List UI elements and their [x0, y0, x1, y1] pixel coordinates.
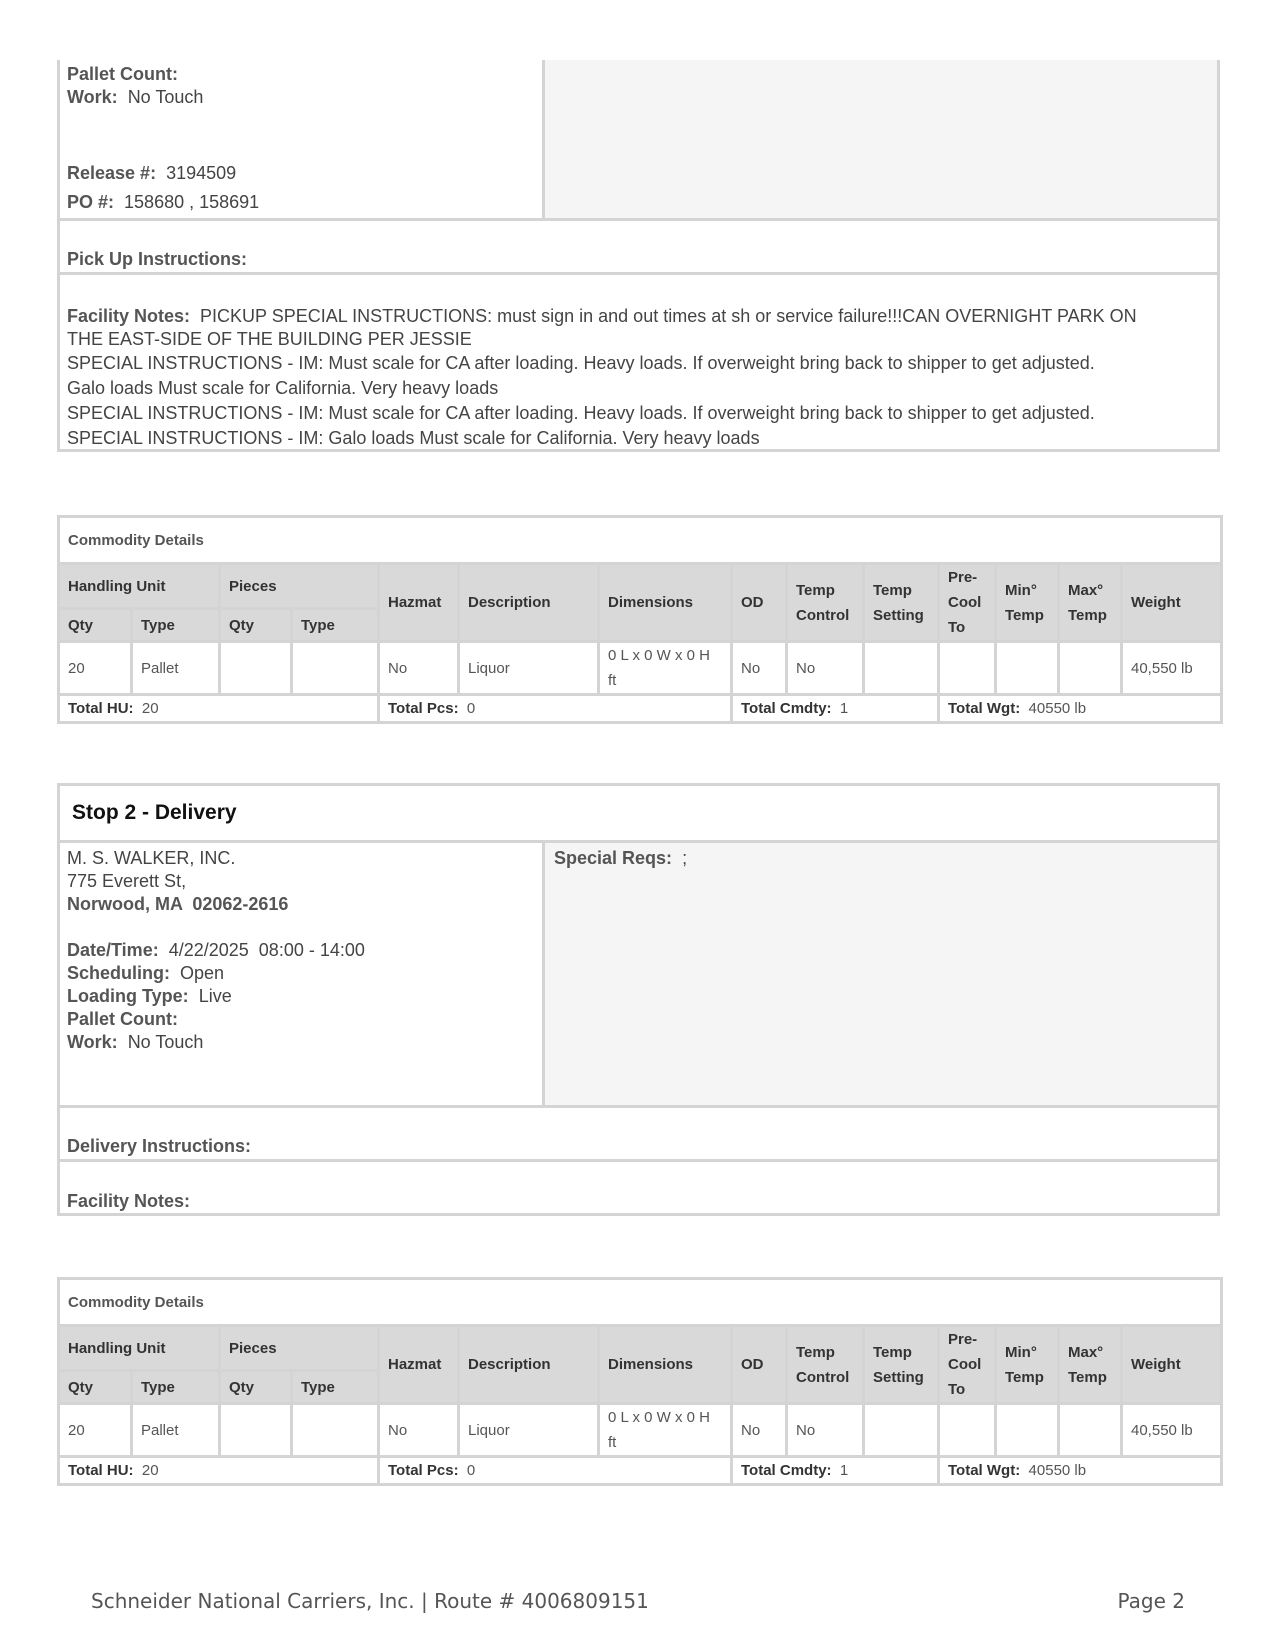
pickup-instructions-label: Pick Up Instructions: [67, 249, 248, 269]
cell-pre-cool [939, 1404, 996, 1457]
col-temp-setting: Temp Setting [864, 564, 939, 642]
col-hu-type: Type [132, 609, 220, 642]
stop2-facility-notes-label: Facility Notes: [67, 1191, 191, 1211]
total-wgt: Total Wgt: 40550 lb [939, 1457, 1222, 1485]
cell-pc-type [292, 642, 379, 695]
cell-temp-setting [864, 1404, 939, 1457]
total-cmdty: Total Cmdty: 1 [732, 695, 939, 723]
footer-route: Schneider National Carriers, Inc. | Route # 4006809151 [91, 1589, 649, 1613]
col-weight: Weight [1122, 564, 1222, 642]
col-handling-unit: Handling Unit [59, 564, 220, 609]
stop2-scheduling: Scheduling: Open [67, 963, 225, 983]
cell-pre-cool [939, 642, 996, 695]
col-description: Description [459, 564, 599, 642]
col-pc-qty: Qty [220, 609, 292, 642]
col-pc-type: Type [292, 609, 379, 642]
totals-row [59, 695, 1222, 723]
cell-hu-qty: 20 [59, 1404, 132, 1457]
commodity-table-1 [57, 515, 1223, 724]
totals-row [59, 1457, 1222, 1485]
commodity-table-2 [57, 1277, 1223, 1486]
col-hazmat: Hazmat [379, 564, 459, 642]
col-min-temp: Min° Temp [996, 564, 1059, 642]
col-hazmat: Hazmat [379, 1326, 459, 1404]
stop2-details-box [57, 840, 1220, 1108]
col-dimensions: Dimensions [599, 564, 732, 642]
col-temp-setting: Temp Setting [864, 1326, 939, 1404]
stop2-header-box [57, 783, 1220, 843]
stop2-title: Stop 2 - Delivery [72, 801, 237, 824]
col-temp-control: Temp Control [787, 564, 864, 642]
total-pcs: Total Pcs: 0 [379, 695, 732, 723]
stop1-facility-notes-box [57, 272, 1220, 452]
col-pieces: Pieces [220, 564, 379, 609]
cell-temp-control: No [787, 642, 864, 695]
stop1-release: Release #: 3194509 [67, 163, 237, 183]
cell-hazmat: No [379, 642, 459, 695]
col-hu-qty: Qty [59, 609, 132, 642]
col-pieces: Pieces [220, 1326, 379, 1371]
total-wgt: Total Wgt: 40550 lb [939, 695, 1222, 723]
commodity-title: Commodity Details [59, 517, 1222, 564]
stop2-city: Norwood, MA 02062-2616 [67, 894, 289, 914]
stop2-datetime: Date/Time: 4/22/2025 08:00 - 14:00 [67, 940, 365, 960]
col-min-temp: Min° Temp [996, 1326, 1059, 1404]
col-pc-type: Type [292, 1371, 379, 1404]
total-cmdty: Total Cmdty: 1 [732, 1457, 939, 1485]
table-row [59, 1404, 1222, 1457]
pickup-instructions-box [57, 218, 1220, 275]
table-row [59, 642, 1222, 695]
cell-dimensions: 0 L x 0 W x 0 H ft [599, 642, 732, 695]
stop2-divider [542, 843, 545, 1105]
delivery-instructions-box [57, 1105, 1220, 1162]
stop2-facility-notes-box [57, 1159, 1220, 1216]
stop2-special-reqs: Special Reqs: ; [554, 848, 688, 868]
footer-page-number: Page 2 [1117, 1589, 1185, 1613]
stop1-work: Work: No Touch [67, 87, 204, 107]
delivery-instructions-label: Delivery Instructions: [67, 1136, 252, 1156]
cell-weight: 40,550 lb [1122, 642, 1222, 695]
cell-min-temp [996, 1404, 1059, 1457]
cell-hazmat: No [379, 1404, 459, 1457]
stop2-address-block [67, 847, 365, 1054]
stop1-po: PO #: 158680 , 158691 [67, 192, 260, 212]
stop1-pallet-count: Pallet Count: [67, 64, 178, 84]
commodity-details-2 [57, 1277, 1220, 1485]
stop1-details-box [57, 60, 1220, 221]
col-handling-unit: Handling Unit [59, 1326, 220, 1371]
stop1-facility-notes: Facility Notes: PICKUP SPECIAL INSTRUCTIONS: must sign in and out times at sh or service failure!!!CAN OVERNIGHT PARK ON THE EAST-SIDE OF THE BUILDING PER JESSIE SPECIAL INSTRUCTIONS - IM: Must scale for CA after loading. Heavy loads. If overweight bring back to shipper to get adjusted. Galo loads Must scale for California. Very heavy loads SPECIAL INSTRUCTIONS - IM: Must scale for CA after loading. Heavy loads. If overweight bring back to shipper to get adjusted. SPECIAL INSTRUCTIONS - IM: Galo loads Must scale for California. Very heavy loads [67, 306, 1137, 448]
stop2-right-panel [545, 843, 1217, 1105]
stop2-work: Work: No Touch [67, 1032, 204, 1052]
col-description: Description [459, 1326, 599, 1404]
col-pre-cool-to: Pre-Cool To [939, 564, 996, 642]
col-hu-type: Type [132, 1371, 220, 1404]
col-pre-cool-to: Pre-Cool To [939, 1326, 996, 1404]
cell-max-temp [1059, 1404, 1122, 1457]
commodity-details-1 [57, 515, 1220, 723]
cell-min-temp [996, 642, 1059, 695]
cell-hu-type: Pallet [132, 642, 220, 695]
stop2-loading-type: Loading Type: Live [67, 986, 232, 1006]
cell-dimensions: 0 L x 0 W x 0 H ft [599, 1404, 732, 1457]
cell-max-temp [1059, 642, 1122, 695]
col-od: OD [732, 564, 787, 642]
cell-description: Liquor [459, 642, 599, 695]
cell-pc-type [292, 1404, 379, 1457]
cell-od: No [732, 642, 787, 695]
col-pc-qty: Qty [220, 1371, 292, 1404]
cell-description: Liquor [459, 1404, 599, 1457]
col-hu-qty: Qty [59, 1371, 132, 1404]
commodity-title: Commodity Details [59, 1279, 1222, 1326]
total-hu: Total HU: 20 [59, 695, 379, 723]
stop1-right-panel [545, 60, 1217, 218]
cell-hu-qty: 20 [59, 642, 132, 695]
cell-temp-control: No [787, 1404, 864, 1457]
cell-od: No [732, 1404, 787, 1457]
col-od: OD [732, 1326, 787, 1404]
col-temp-control: Temp Control [787, 1326, 864, 1404]
stop2-pallet-count: Pallet Count: [67, 1009, 178, 1029]
stop2-company: M. S. WALKER, INC. [67, 848, 236, 868]
cell-weight: 40,550 lb [1122, 1404, 1222, 1457]
col-dimensions: Dimensions [599, 1326, 732, 1404]
stop2-address: 775 Everett St, [67, 871, 187, 891]
cell-hu-type: Pallet [132, 1404, 220, 1457]
col-max-temp: Max° Temp [1059, 564, 1122, 642]
cell-temp-setting [864, 642, 939, 695]
col-max-temp: Max° Temp [1059, 1326, 1122, 1404]
stop1-divider [542, 60, 545, 218]
cell-pc-qty [220, 1404, 292, 1457]
cell-pc-qty [220, 642, 292, 695]
col-weight: Weight [1122, 1326, 1222, 1404]
total-hu: Total HU: 20 [59, 1457, 379, 1485]
total-pcs: Total Pcs: 0 [379, 1457, 732, 1485]
